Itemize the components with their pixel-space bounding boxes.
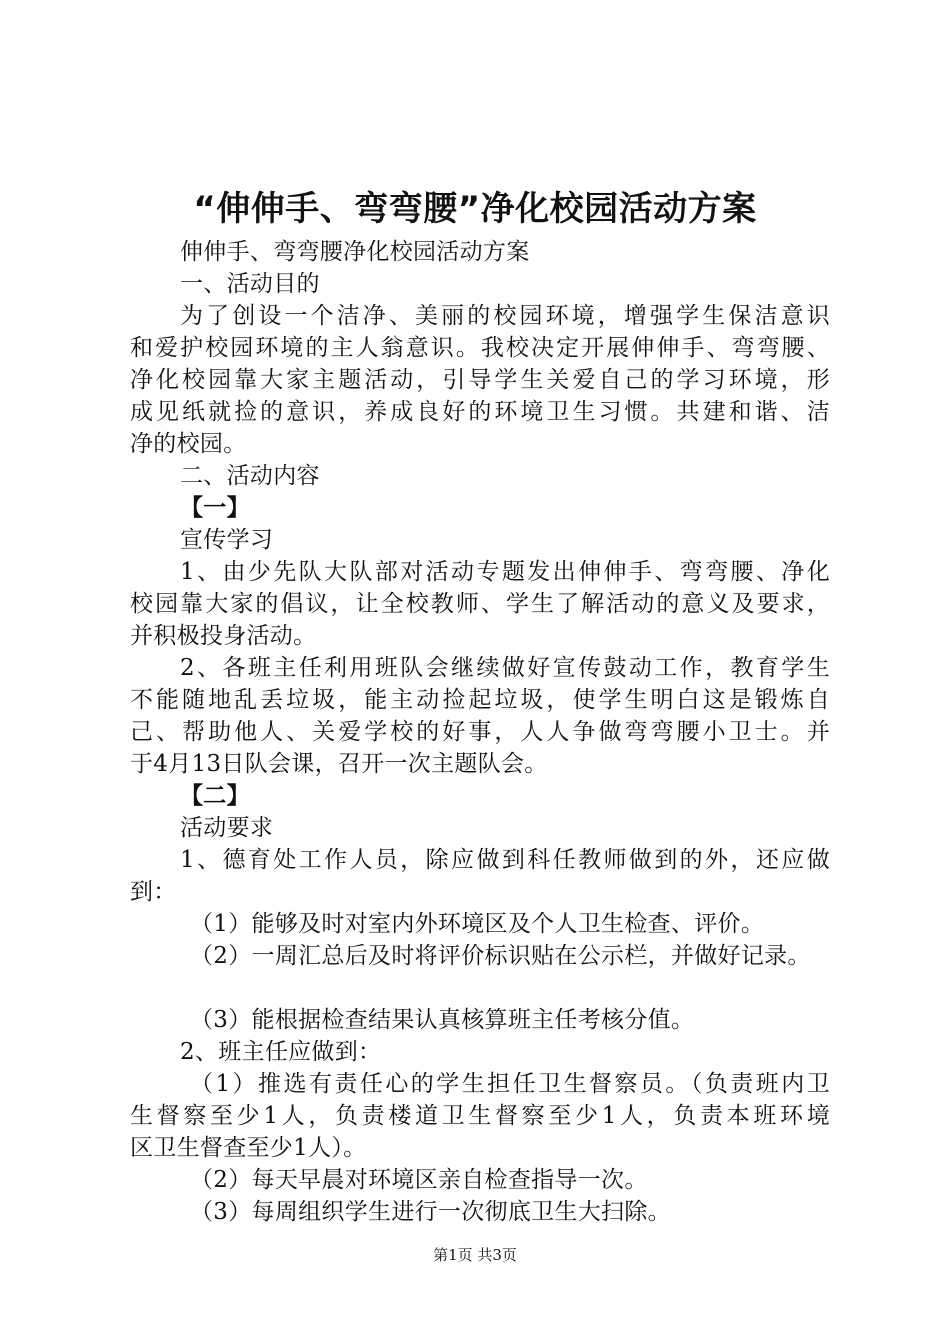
part1-label: 【一】	[180, 495, 250, 521]
paragraph-line: 1、德育处工作人员，除应做到科任教师做到的外，还应做	[180, 847, 830, 873]
list-item: （1）能够及时对室内外环境区及个人卫生检查、评价。	[190, 911, 765, 937]
section1-heading: 一、活动目的	[180, 271, 320, 297]
list-item: （2）每天早晨对环境区亲自检查指导一次。	[190, 1167, 648, 1193]
paragraph-line: 生督察至少1人，负责楼道卫生督察至少1人，负责本班环境	[130, 1103, 830, 1129]
part2-heading: 活动要求	[180, 815, 274, 841]
list-item: （1）推选有责任心的学生担任卫生督察员。（负责班内卫	[190, 1071, 830, 1097]
paragraph-line: 1、由少先队大队部对活动专题发出伸伸手、弯弯腰、净化	[180, 559, 830, 585]
paragraph-line: 到：	[130, 879, 177, 905]
paragraph-line: 成见纸就捡的意识，养成良好的环境卫生习惯。共建和谐、洁	[130, 399, 830, 425]
paragraph-line: 为了创设一个洁净、美丽的校园环境，增强学生保洁意识	[180, 303, 830, 329]
paragraph-line: 2、班主任应做到：	[180, 1039, 382, 1065]
paragraph-line: 净化校园靠大家主题活动，引导学生关爱自己的学习环境，形	[130, 367, 830, 393]
paragraph-line: 校园靠大家的倡议，让全校教师、学生了解活动的意义及要求，	[130, 591, 830, 617]
paragraph-line: 不能随地乱丢垃圾，能主动捡起垃圾，使学生明白这是锻炼自	[130, 687, 830, 713]
section2-heading: 二、活动内容	[180, 463, 320, 489]
page-footer: 第1页 共3页	[433, 1246, 517, 1264]
paragraph-line: 2、各班主任利用班队会继续做好宣传鼓动工作，教育学生	[180, 655, 830, 681]
paragraph-line: 并积极投身活动。	[130, 623, 317, 649]
list-item: （3）每周组织学生进行一次彻底卫生大扫除。	[190, 1199, 671, 1225]
part1-heading: 宣传学习	[180, 527, 274, 553]
list-item: （3）能根据检查结果认真核算班主任考核分值。	[190, 1007, 695, 1033]
document-title: “伸伸手、弯弯腰”净化校园活动方案	[193, 189, 757, 229]
document-subtitle: 伸伸手、弯弯腰净化校园活动方案	[180, 239, 530, 265]
paragraph-line: 和爱护校园环境的主人翁意识。我校决定开展伸伸手、弯弯腰、	[130, 335, 830, 361]
paragraph-line: 区卫生督查至少1人）。	[130, 1135, 367, 1161]
paragraph-line: 净的校园。	[130, 431, 247, 457]
paragraph-line: 己、帮助他人、关爱学校的好事，人人争做弯弯腰小卫士。并	[130, 719, 830, 745]
part2-label: 【二】	[180, 783, 250, 809]
list-item: （2）一周汇总后及时将评价标识贴在公示栏，并做好记录。	[190, 943, 811, 969]
paragraph-line: 于4月13日队会课，召开一次主题队会。	[130, 751, 548, 777]
